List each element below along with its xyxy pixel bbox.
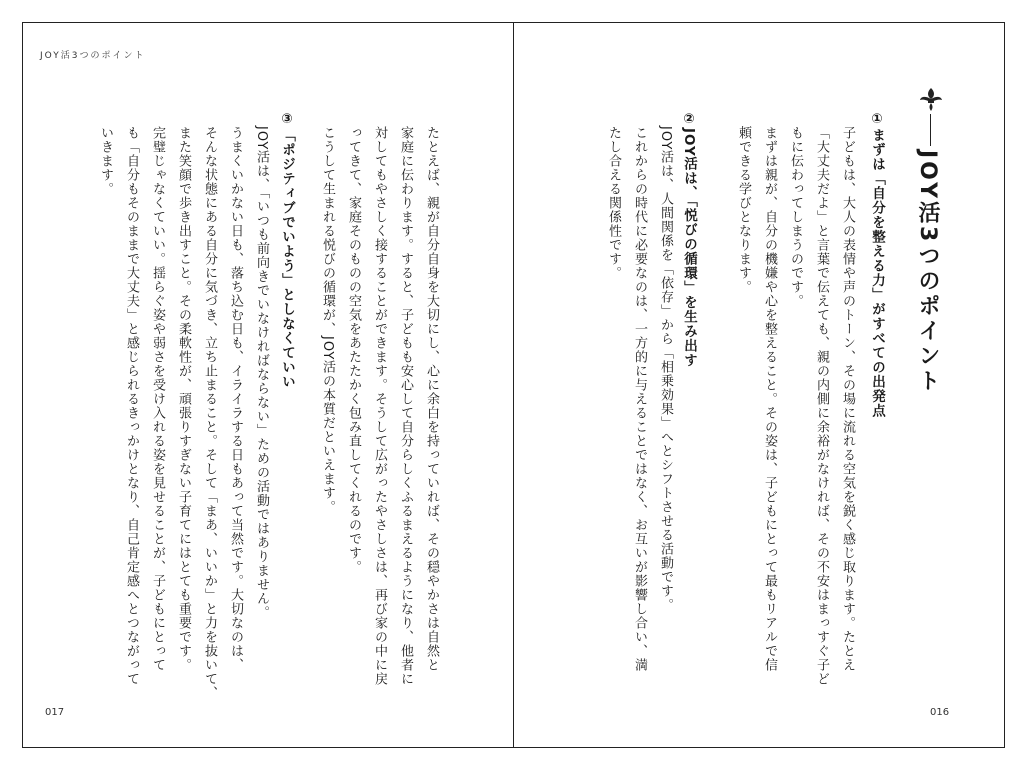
section-heading-1: ①まずは「自分を整える力」がすべての出発点	[869, 111, 885, 418]
page-number-right: 016	[930, 707, 950, 718]
page-number-left: 017	[45, 707, 65, 718]
section-heading-3: ③「ポジティブでいよう」としなくていい	[279, 111, 295, 389]
right-paragraph-2: JOY活は、人間関係を「依存」から「相乗効果」へとシフトさせる活動です。 これからの時代に必要なのは、一方的に与えることではなく、お互いが影響し合い、満 たし合える関係性です。	[606, 126, 673, 672]
title-rule	[930, 114, 931, 146]
right-paragraph-1: 子どもは、大人の表情や声のトーン、その場に流れる空気を鋭く感じ取ります。たとえ 「大丈夫だよ」と言葉で伝えても、親の内側に余裕がなければ、その不安はまっすぐ子ど もに伝わってしまうのです。 まずは親が、自分の機嫌や心を整えること。その姿は、子どもにとって最もリアルで信 頼できる学びとなります。	[736, 126, 855, 686]
left-paragraph-1: たとえば、親が自分自身を大切にし、心に余白を持っていれば、その穏やかさは自然と 家庭に伝わります。すると、子どもも安心して自分らしくふるまえるようになり、他者に 対してもやさしく接することができます。そうして広がったやさしさは、再び家の中に戻 ってきて、家庭そのものの空気をあたたかく包み直してくれるのです。 こうして生まれる悦びの循環が、JOY活の本質だといえます。	[320, 126, 439, 686]
left-paragraph-2: JOY活は、「いつも前向きでいなければならない」ための活動ではありません。 うまくいかない日も、落ち込む日も、イライラする日もあって当然です。大切なのは、 そんな状態にある自分に気づき、立ち止まること。そして「まあ、いいか」と力を抜いて、 また笑顔で歩き出すこと。その柔軟性が、頑張りすぎない子育てにはとても重要です。 完璧じゃなくていい。揺らぐ姿や弱さを受け入れる姿を見せることが、子どもにとって も「自分もそのままで大丈夫」と感じられるきっかけとなり、自己肯定感へとつながって いきます。	[98, 126, 269, 700]
section-heading-2: ②JOY活は、「悦びの循環」を生み出す	[681, 111, 697, 368]
fleur-de-lis-icon	[917, 86, 945, 114]
running-head: JOY活3つのポイント	[40, 51, 146, 61]
chapter-title: JOY活3つのポイント	[915, 150, 940, 395]
